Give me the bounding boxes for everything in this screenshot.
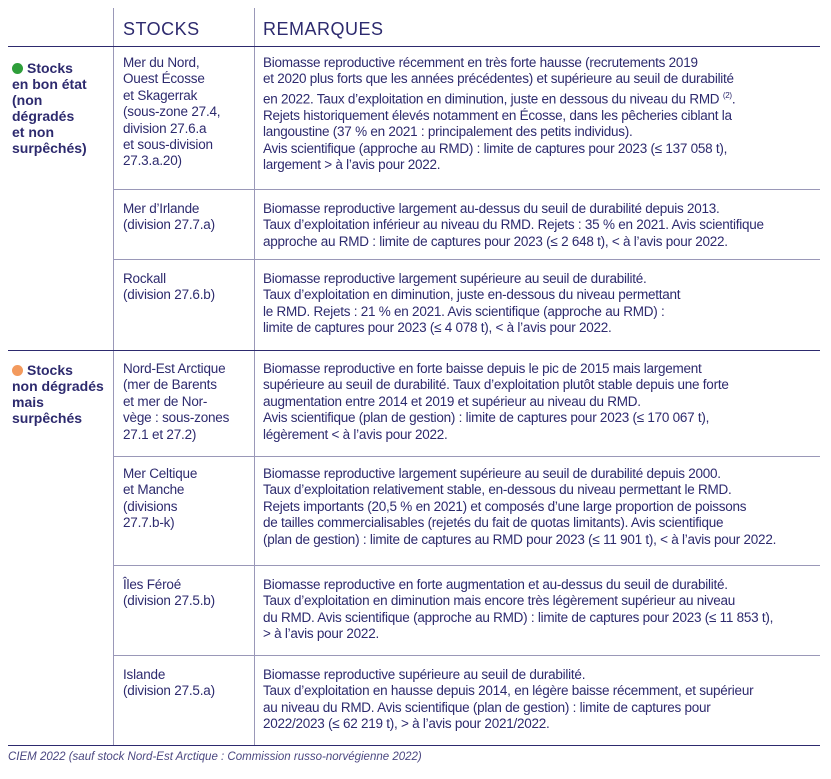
stock-remark: Biomasse reproductive largement supérieure au seuil de durabilité. Taux d’exploitation en diminution, juste en-dessous du niveau permettant le RMD. Rejets : 21 % en 2021. Avis scientifique (approche au RMD) : limite de captures pour 2023 (≤ 4 078 t), < à l’avis pour 2022. bbox=[263, 271, 681, 336]
stock-remark: Biomasse reproductive en forte augmentation et au-dessus du seuil de durabilité. Taux d’exploitation en diminution mais encore très légèrement supérieur au niveau du RMD. Avis scientifique (approche au RMD) : limite de captures pour 2023 (≤ 11 853 t), > à l’avis pour 2022. bbox=[263, 577, 774, 642]
source-footnote: CIEM 2022 (sauf stock Nord-Est Arctique : Commission russo-norvégienne 2022) bbox=[8, 751, 422, 763]
header-rule bbox=[8, 46, 820, 47]
stock-remark: Biomasse reproductive en forte baisse depuis le pic de 2015 mais largement supérieure au seuil de durabilité. Taux d’exploitation plutôt stable depuis une forte augmentation entre 2014 et 2019 et supérieur au niveau du RMD. Avis scientifique (plan de gestion) : limite de captures pour 2023 (≤ 170 067 t), légèrement < à l’avis pour 2022. bbox=[263, 361, 729, 442]
header-stocks: STOCKS bbox=[123, 19, 200, 39]
row-divider bbox=[114, 565, 820, 566]
stock-name: Mer Celtique et Manche (divisions 27.7.b-k) bbox=[123, 466, 198, 531]
stock-name: Nord-Est Arctique (mer de Barents et mer de Nor- vège : sous-zones 27.1 et 27.2) bbox=[123, 361, 230, 442]
column-divider bbox=[113, 8, 114, 745]
table-bottom-rule bbox=[8, 745, 820, 746]
row-divider bbox=[114, 259, 820, 260]
stock-name: Islande (division 27.5.a) bbox=[123, 667, 215, 699]
category-good bbox=[12, 60, 110, 156]
orange-dot-icon bbox=[12, 365, 23, 376]
row-divider bbox=[114, 189, 820, 190]
green-dot-icon bbox=[12, 63, 23, 74]
stock-remark: Biomasse reproductive largement au-dessus du seuil de durabilité depuis 2013. Taux d’exploitation inférieur au niveau du RMD. Rejets : 35 % en 2021. Avis scientifique approche au RMD : limite de captures pour 2023 (≤ 2 648 t), < à l’avis pour 2022. bbox=[263, 201, 764, 249]
stock-name: Mer du Nord, Ouest Écosse et Skagerrak (sous-zone 27.4, division 27.6.a et sous-division 27.3.a.20) bbox=[123, 55, 221, 169]
stock-remark: Biomasse reproductive largement supérieure au seuil de durabilité depuis 2000. Taux d’exploitation relativement stable, en-dessous du niveau permettant le RMD. Rejets importants (20,5 % en 2021) et composés d’une large proportion de poissons de tailles commercialisables (rejetés du fait de quotas limitants). Avis scientifique (plan de gestion) : limite de captures au RMD pour 2023 (≤ 11 901 t), < à l’avis pour 2022. bbox=[263, 466, 777, 547]
stock-remark: Biomasse reproductive récemment en très forte hausse (recrutements 2019 et 2020 plus forts que les années précédentes) et supérieure au seuil de durabilité en 2022. Taux d’exploitation en diminution, juste en dessous du niveau du RMD $^{(2)}$. Rejets historiquement élevés notamment en Écosse, dans les pêcheries ciblant la langoustine (37 % en 2021 : principalement des petits individus). Avis scientifique (approche au RMD) : limite de captures pour 2023 (≤ 137 058 t), largement > à l’avis pour 2022. bbox=[263, 55, 736, 172]
stock-name: Mer d’Irlande (division 27.7.a) bbox=[123, 201, 215, 233]
header-remarques: REMARQUES bbox=[263, 19, 384, 39]
column-divider bbox=[254, 8, 255, 745]
stock-name: Îles Féroé (division 27.5.b) bbox=[123, 577, 215, 609]
row-divider bbox=[114, 655, 820, 656]
category-overfished bbox=[12, 362, 110, 426]
row-divider bbox=[114, 456, 820, 457]
category-label: Stocks en bon état (non dégradés et non surpêchés) bbox=[12, 60, 87, 156]
stock-remark: Biomasse reproductive supérieure au seuil de durabilité. Taux d’exploitation en hausse depuis 2014, en légère baisse récemment, et supérieur au niveau du RMD. Avis scientifique (plan de gestion) : limite de captures pour 2022/2023 (≤ 62 219 t), > à l’avis pour 2021/2022. bbox=[263, 667, 754, 732]
group-divider bbox=[8, 350, 820, 351]
category-label: Stocks non dégradés mais surpêchés bbox=[12, 362, 104, 426]
stock-name: Rockall (division 27.6.b) bbox=[123, 271, 215, 303]
